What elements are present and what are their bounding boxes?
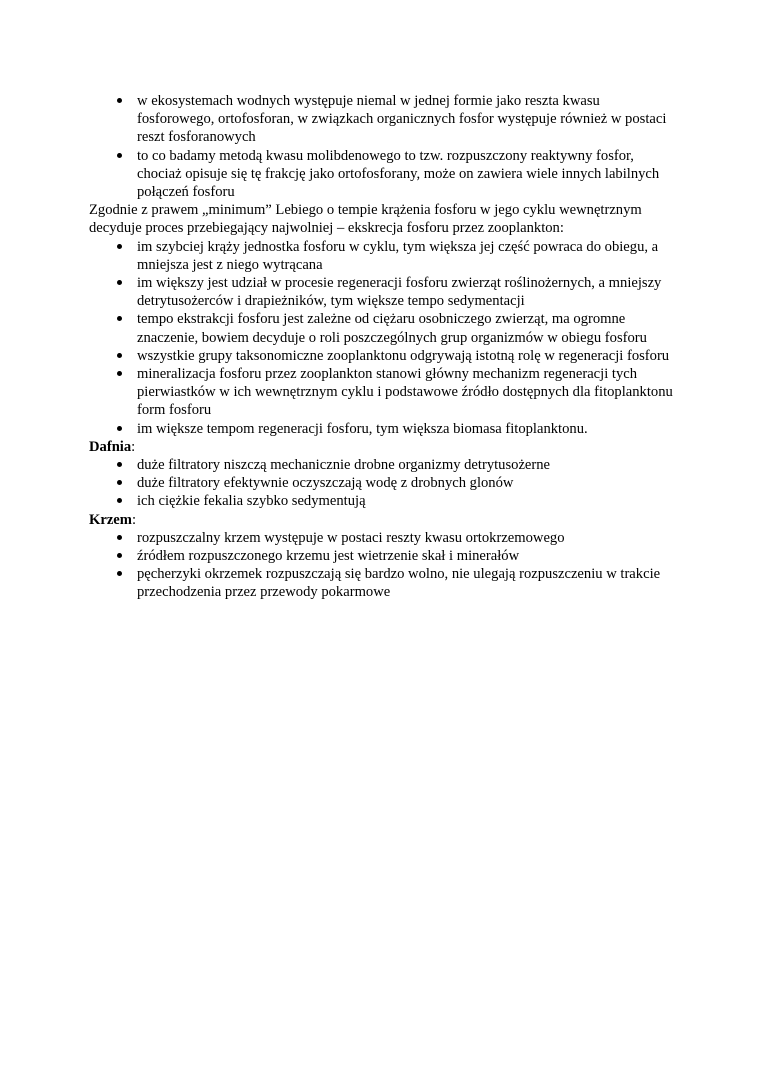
list-item: im większy jest udział w procesie regeneracji fosforu zwierząt roślinożernych, a mniejszy detrytusożerców i drapieżników, tym większe tempo sedymentacji <box>89 274 679 310</box>
dafnia-list <box>89 456 679 511</box>
list-item: pęcherzyki okrzemek rozpuszczają się bardzo wolno, nie ulegają rozpuszczeniu w trakcie przechodzenia przez przewody pokarmowe <box>89 565 679 601</box>
bullet-icon <box>117 426 122 431</box>
bullet-icon <box>117 571 122 576</box>
bullet-icon <box>117 371 122 376</box>
list-item: źródłem rozpuszczonego krzemu jest wietrzenie skał i minerałów <box>89 547 679 565</box>
bullet-icon <box>117 316 122 321</box>
phosphorus-forms-list <box>89 92 679 201</box>
krzem-list <box>89 529 679 602</box>
list-item: mineralizacja fosforu przez zooplankton stanowi główny mechanizm regeneracji tych pierwiastków w ich wewnętrznym cyklu i podstawowe źródło dostępnych dla fitoplanktonu form fosforu <box>89 365 679 420</box>
krzem-heading: Krzem: <box>89 511 137 528</box>
bullet-icon <box>117 98 122 103</box>
bullet-icon <box>117 498 122 503</box>
bullet-icon <box>117 353 122 358</box>
bullet-icon <box>117 153 122 158</box>
list-item: wszystkie grupy taksonomiczne zooplanktonu odgrywają istotną rolę w regeneracji fosforu <box>89 347 679 365</box>
list-item: w ekosystemach wodnych występuje niemal w jednej formie jako reszta kwasu fosforowego, ortofosforan, w związkach organicznych fosfor występuje również w postaci reszt fosforanowych <box>89 92 679 147</box>
list-item: duże filtratory niszczą mechanicznie drobne organizmy detrytusożerne <box>89 456 679 474</box>
list-item: im szybciej krąży jednostka fosforu w cyklu, tym większa jej część powraca do obiegu, a mniejsza jest z niego wytrącana <box>89 238 679 274</box>
bullet-icon <box>117 480 122 485</box>
lebig-paragraph: Zgodnie z prawem „minimum” Lebiego o tempie krążenia fosforu w jego cyklu wewnętrznym decyduje proces przebiegający najwolniej – ekskrecja fosforu przez zooplankton: <box>89 202 642 237</box>
bullet-icon <box>117 553 122 558</box>
list-item: to co badamy metodą kwasu molibdenowego to tzw. rozpuszczony reaktywny fosfor, chociaż opisuje się tę frakcję jako ortofosforany, może on zawiera wiele innych labilnych połączeń fosforu <box>89 147 679 202</box>
list-item: tempo ekstrakcji fosforu jest zależne od ciężaru osobniczego zwierząt, ma ogromne znaczenie, bowiem decyduje o roli poszczególnych grup organizmów w obiegu fosforu <box>89 310 679 346</box>
list-item: ich ciężkie fekalia szybko sedymentują <box>89 492 679 510</box>
zooplankton-list <box>89 238 679 438</box>
bullet-icon <box>117 280 122 285</box>
list-item: im większe tempom regeneracji fosforu, tym większa biomasa fitoplanktonu. <box>89 420 679 438</box>
bullet-icon <box>117 535 122 540</box>
document-body <box>89 92 679 602</box>
list-item: rozpuszczalny krzem występuje w postaci reszty kwasu ortokrzemowego <box>89 529 679 547</box>
bullet-icon <box>117 462 122 467</box>
dafnia-heading: Dafnia: <box>89 438 136 455</box>
list-item: duże filtratory efektywnie oczyszczają wodę z drobnych glonów <box>89 474 679 492</box>
bullet-icon <box>117 244 122 249</box>
